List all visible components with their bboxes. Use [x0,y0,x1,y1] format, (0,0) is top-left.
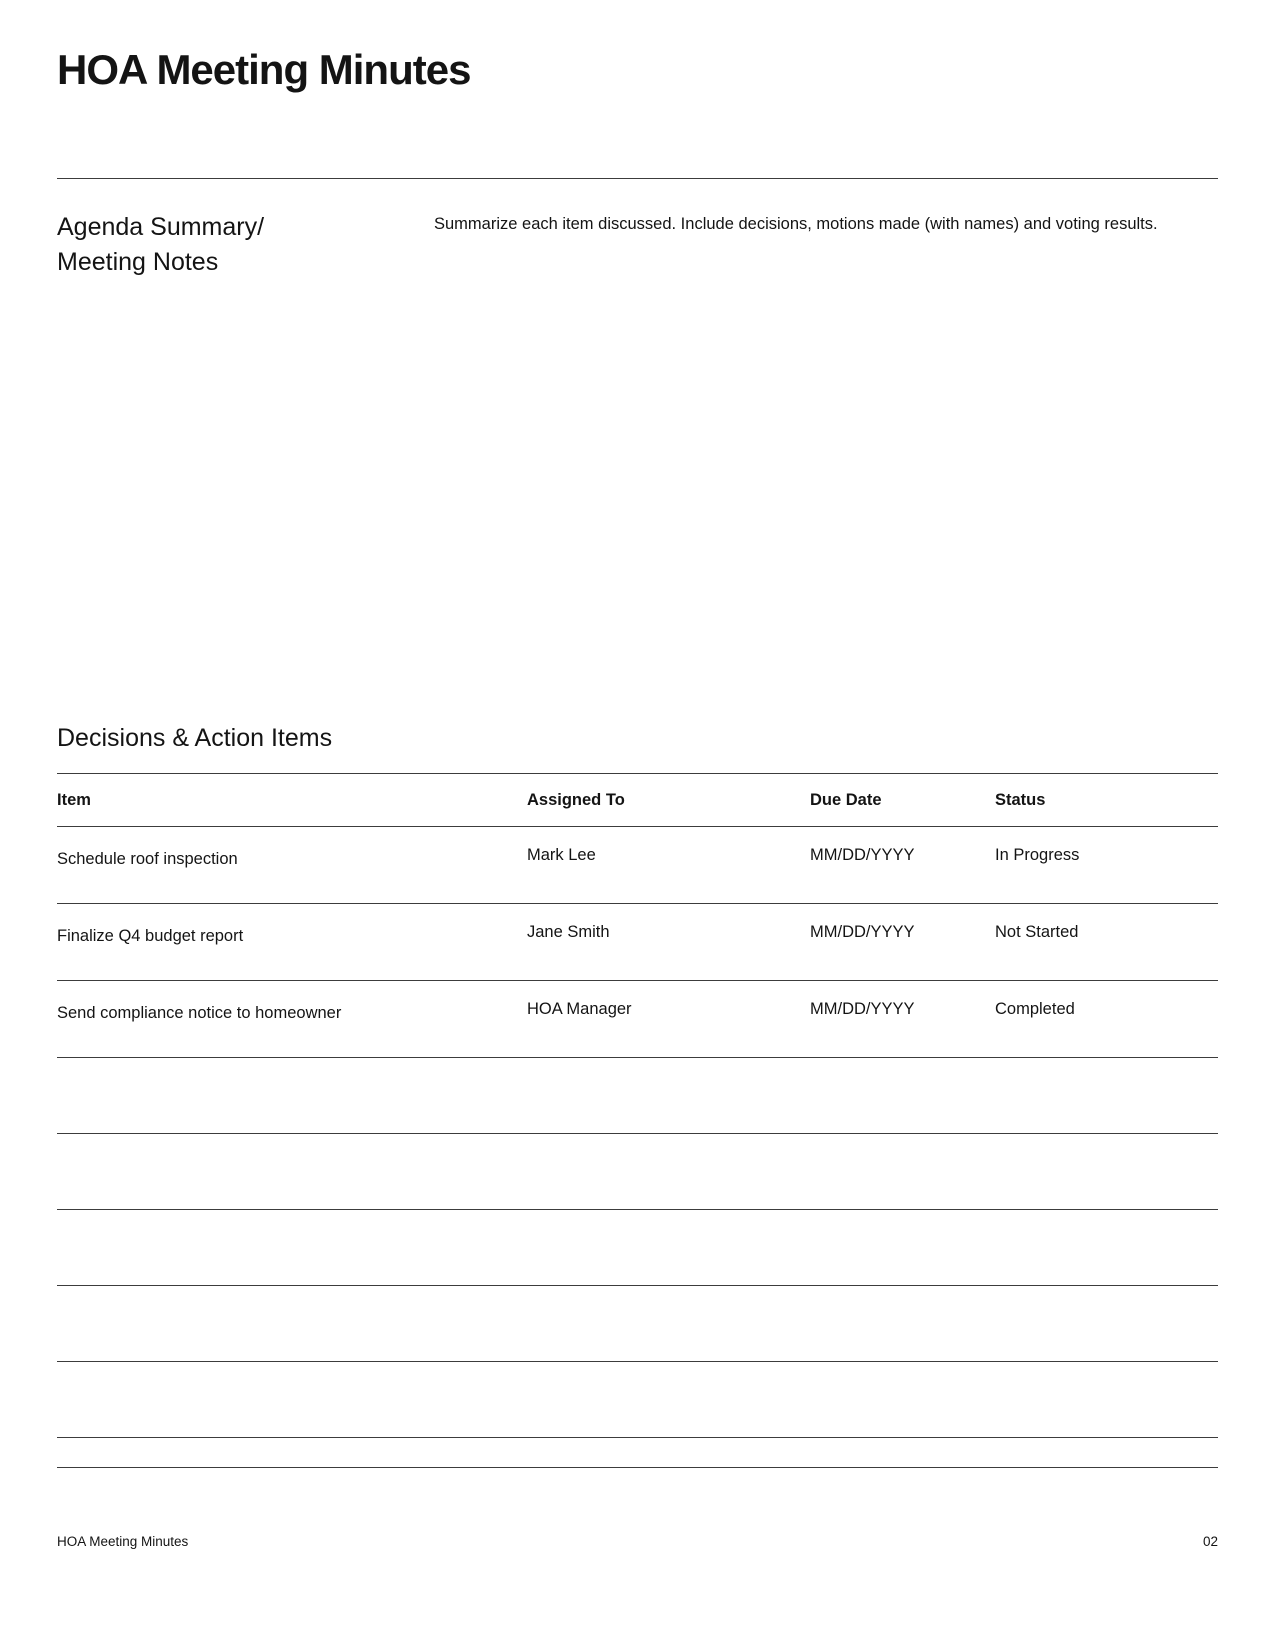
cell-due-date: MM/DD/YYYY [810,923,915,942]
cell-assigned-to: Mark Lee [527,846,596,865]
table-empty-row [57,1438,1218,1468]
action-items-table [57,773,1218,1468]
footer [57,1534,1218,1549]
cell-assigned-to: Jane Smith [527,923,610,942]
column-header-item: Item [57,790,91,809]
table-row [57,904,1218,981]
cell-item: Finalize Q4 budget report [57,927,244,946]
section-heading-decisions: Decisions & Action Items [57,724,333,753]
table-empty-row [57,1210,1218,1286]
cell-item: Send compliance notice to homeowner [57,1004,342,1023]
table-empty-row [57,1286,1218,1362]
table-header-row [57,774,1218,827]
table-empty-row [57,1134,1218,1210]
column-header-due-date: Due Date [810,790,882,809]
column-header-status: Status [995,790,1046,809]
cell-status: In Progress [995,846,1080,865]
cell-assigned-to: HOA Manager [527,1000,632,1019]
agenda-description: Summarize each item discussed. Include decisions, motions made (with names) and voting results. [434,215,1158,234]
table-empty-row [57,1362,1218,1438]
table-row [57,981,1218,1058]
agenda-summary-section [57,210,1218,279]
cell-item: Schedule roof inspection [57,850,238,869]
cell-due-date: MM/DD/YYYY [810,1000,915,1019]
agenda-section-heading [57,210,434,279]
cell-status: Not Started [995,923,1079,942]
agenda-heading-line1: Agenda Summary/ [57,213,265,242]
agenda-heading-line2: Meeting Notes [57,247,219,276]
top-divider [57,178,1218,179]
table-empty-row [57,1058,1218,1134]
cell-due-date: MM/DD/YYYY [810,846,915,865]
column-header-assigned-to: Assigned To [527,790,625,809]
table-row [57,827,1218,904]
document-title: HOA Meeting Minutes [57,46,471,93]
cell-status: Completed [995,1000,1075,1019]
page-number: 02 [1202,1534,1218,1549]
footer-title: HOA Meeting Minutes [57,1534,189,1549]
